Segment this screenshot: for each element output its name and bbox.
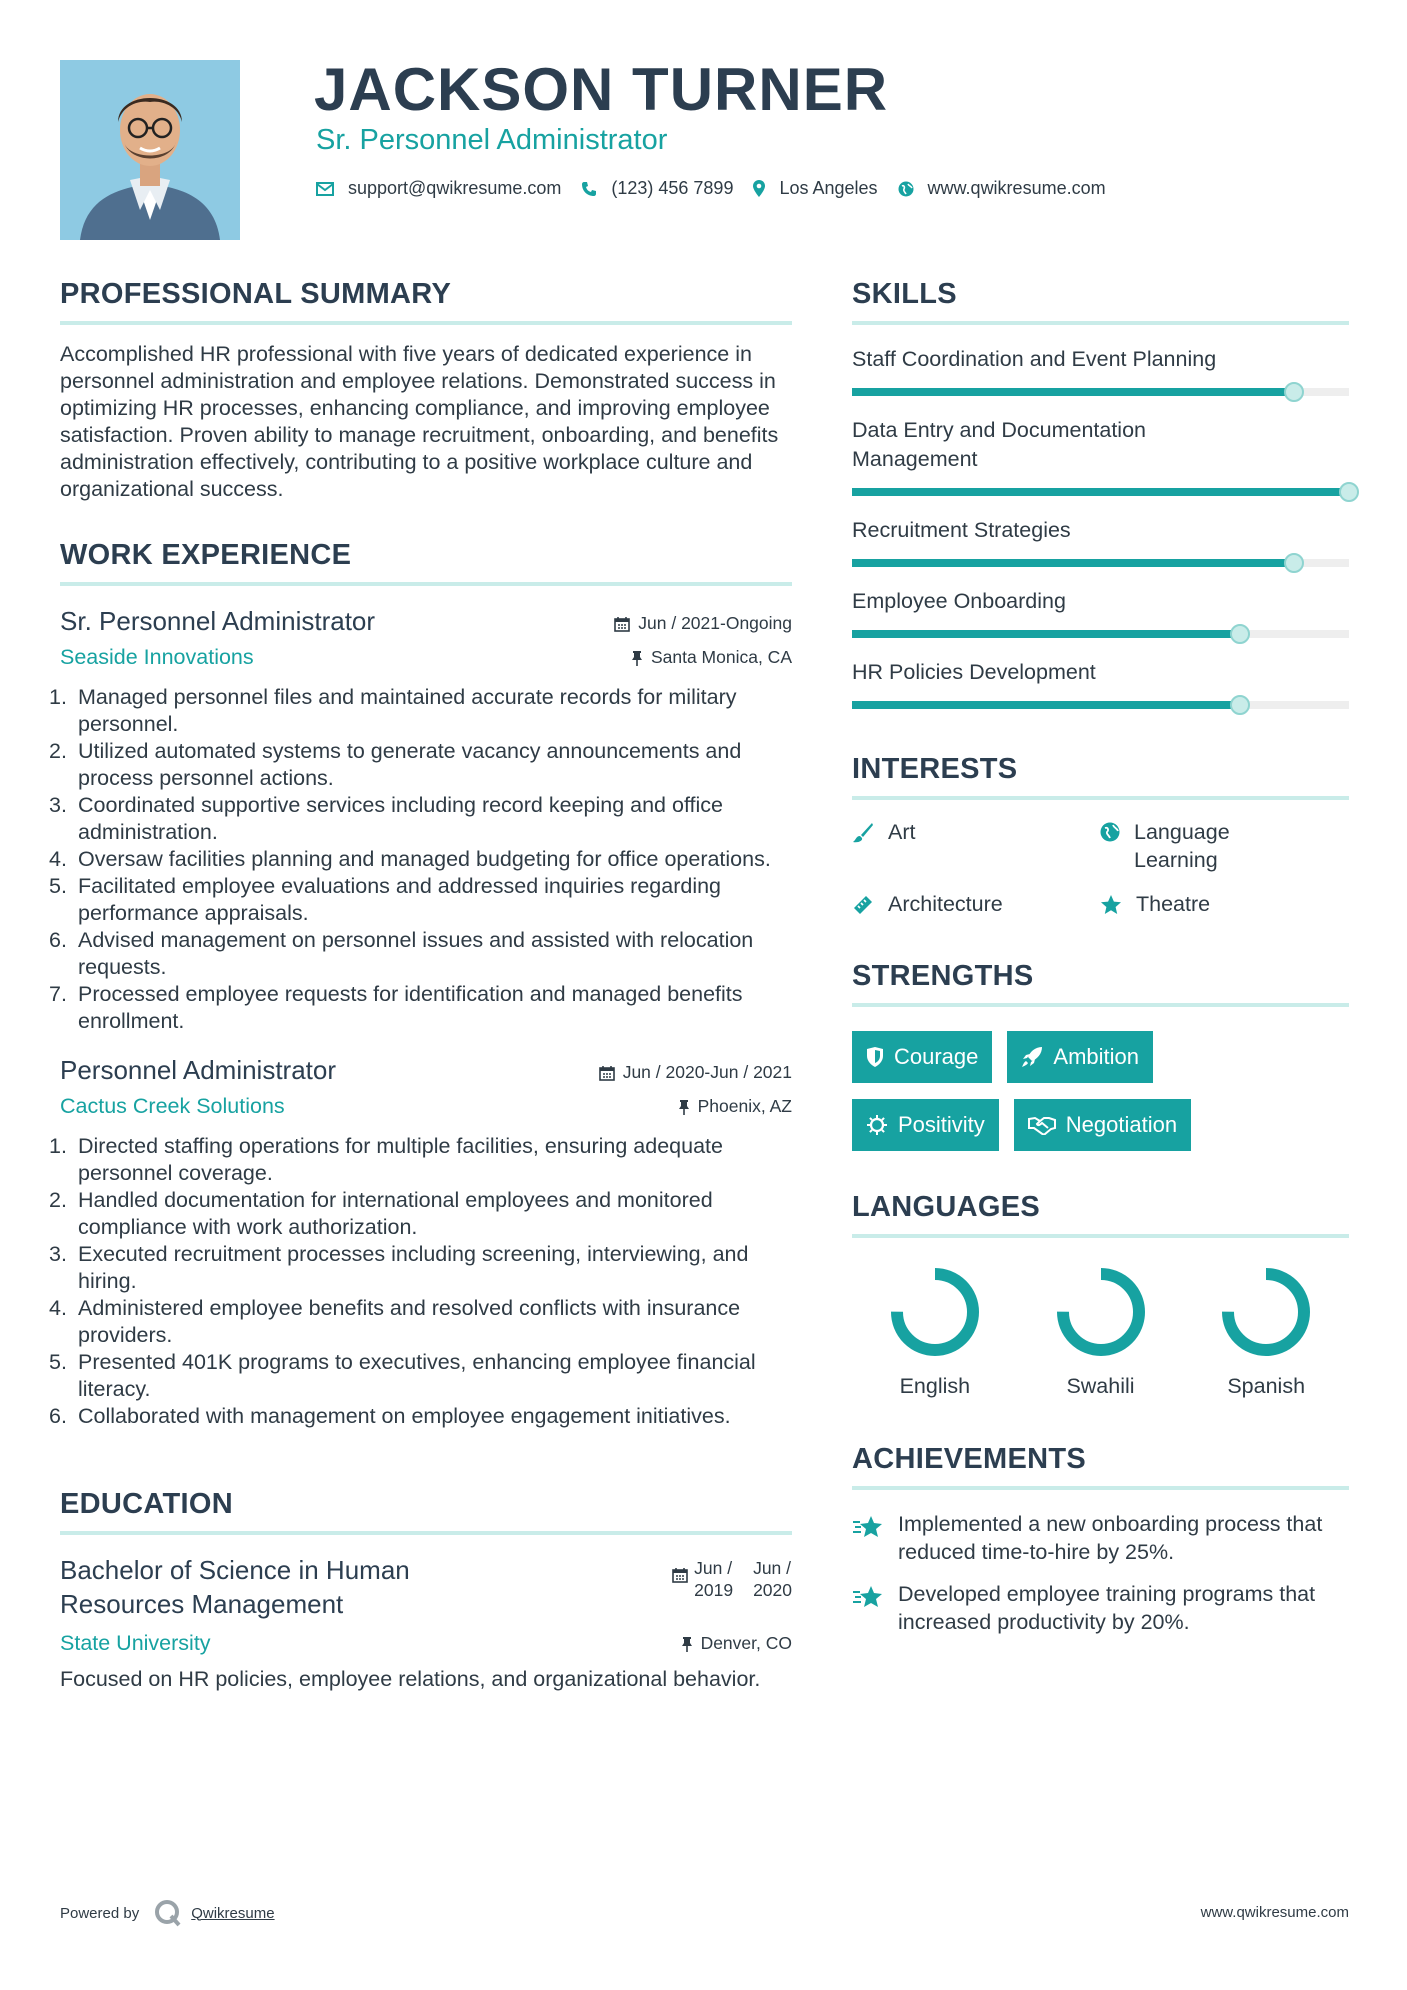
- phone-text: (123) 456 7899: [611, 178, 734, 198]
- language-name: Swahili: [1066, 1374, 1135, 1398]
- achievement-item: [852, 1510, 1349, 1566]
- education-section: [60, 1488, 792, 1693]
- skill-bar-knob: [1230, 624, 1250, 644]
- start-date: [694, 1557, 733, 1601]
- star-icon: [1100, 894, 1122, 916]
- qwikresume-logo-icon: [153, 1898, 183, 1928]
- powered-by-label: Powered by: [60, 1904, 140, 1922]
- language-ring: [887, 1264, 983, 1360]
- interests-heading: INTERESTS: [852, 753, 1349, 800]
- shield-icon: [866, 1047, 884, 1067]
- handshake-icon: [1028, 1115, 1056, 1135]
- job-title: Personnel Administrator: [60, 1055, 337, 1085]
- job-date-text: Jun / 2020-Jun / 2021: [622, 1062, 792, 1082]
- strengths-heading: STRENGTHS: [852, 960, 1349, 1007]
- interest-item: [852, 818, 1100, 874]
- duty-item: Facilitated employee evaluations and addressed inquiries regarding performance appraisals.: [78, 874, 722, 925]
- education-heading: EDUCATION: [60, 1488, 792, 1535]
- sun-icon: [866, 1114, 888, 1136]
- languages-section: [852, 1191, 1349, 1399]
- envelope-icon: [316, 182, 334, 196]
- skill-name: Data Entry and Documentation Management: [852, 418, 1146, 471]
- skill-name: Employee Onboarding: [852, 589, 1066, 613]
- skill-item: [852, 416, 1349, 496]
- duty-item: Processed employee requests for identification and managed benefits enrollment.: [78, 982, 743, 1033]
- skill-item: [852, 345, 1349, 396]
- job-entry: [60, 606, 792, 1035]
- email-text: support@qwikresume.com: [348, 178, 562, 198]
- skills-list: [852, 345, 1349, 709]
- job-location-text: Santa Monica, CA: [650, 647, 792, 667]
- skill-bar-knob: [1339, 482, 1359, 502]
- skill-item: [852, 658, 1349, 709]
- contact-email[interactable]: [316, 178, 561, 199]
- languages-heading: LANGUAGES: [852, 1191, 1349, 1238]
- duty-item: Administered employee benefits and resolved conflicts with insurance providers.: [78, 1296, 741, 1347]
- job-entry: [60, 1055, 792, 1430]
- contact-bar: [316, 178, 1126, 199]
- ruler-icon: [852, 894, 874, 916]
- degree-title: Bachelor of Science in Human Resources Management: [60, 1555, 410, 1619]
- rocket-icon: [1021, 1046, 1043, 1068]
- skill-name: Staff Coordination and Event Planning: [852, 347, 1217, 371]
- candidate-role: Sr. Personnel Administrator: [316, 124, 668, 156]
- education-date: [672, 1557, 792, 1601]
- language-ring-arc: [897, 1274, 973, 1350]
- pushpin-icon: [678, 1099, 690, 1115]
- interests-grid: [852, 818, 1349, 918]
- pushpin-icon: [681, 1636, 693, 1652]
- skill-bar-fill: [852, 388, 1290, 396]
- strength-tag: [1014, 1099, 1191, 1151]
- achievement-text: Implemented a new onboarding process that reduced time-to-hire by 25%.: [898, 1512, 1323, 1564]
- interest-item: [1100, 890, 1349, 918]
- calendar-icon: [614, 616, 630, 632]
- skill-bar-fill: [852, 701, 1236, 709]
- language-item: [852, 1264, 1018, 1399]
- skill-bar: [852, 559, 1349, 567]
- end-date: [753, 1557, 792, 1601]
- duty-item: Managed personnel files and maintained accurate records for military personnel.: [78, 685, 737, 736]
- duty-item: Executed recruitment processes including screening, interviewing, and hiring.: [78, 1242, 749, 1293]
- language-ring: [1053, 1264, 1149, 1360]
- job-date: [614, 613, 792, 634]
- summary-text: Accomplished HR professional with five years of dedicated experience in personnel administration and employee relations. Demonstrated success in optimizing HR processes, enhancing compliance, and improving employee satisfaction. Proven ability to manage recruitment, onboarding, and benefits administration effectively, contributing to a positive workplace culture and organizational success.: [60, 342, 779, 501]
- location-text: Los Angeles: [779, 178, 878, 198]
- start-year: 2019: [694, 1580, 734, 1600]
- shooting-star-icon: [852, 1584, 884, 1610]
- summary-section: [60, 278, 792, 503]
- globe-icon: [1100, 822, 1120, 842]
- paintbrush-icon: [852, 822, 874, 844]
- map-marker-icon: [753, 180, 765, 197]
- brand-link[interactable]: Qwikresume: [191, 1904, 275, 1922]
- duty-list: [60, 1133, 792, 1430]
- duty-item: Advised management on personnel issues and assisted with relocation requests.: [78, 928, 754, 979]
- skill-bar-fill: [852, 488, 1345, 496]
- skill-bar-knob: [1230, 695, 1250, 715]
- right-column: [852, 278, 1349, 1636]
- experience-heading: WORK EXPERIENCE: [60, 539, 792, 586]
- language-item: [1183, 1264, 1349, 1399]
- job-location-text: Phoenix, AZ: [697, 1096, 792, 1116]
- experience-section: [60, 539, 792, 1430]
- duty-list: [60, 684, 792, 1035]
- left-column: [60, 278, 792, 1693]
- profile-photo: [60, 60, 240, 240]
- website-text: www.qwikresume.com: [927, 178, 1106, 198]
- duty-item: Presented 401K programs to executives, enhancing employee financial literacy.: [78, 1350, 756, 1401]
- skill-bar: [852, 701, 1349, 709]
- interest-label: Language Learning: [1134, 820, 1230, 872]
- job-date: [599, 1062, 792, 1083]
- skill-name: Recruitment Strategies: [852, 518, 1071, 542]
- globe-icon: [898, 181, 914, 197]
- strength-tag: [852, 1031, 992, 1083]
- interest-label: Art: [888, 820, 916, 844]
- achievements-heading: ACHIEVEMENTS: [852, 1443, 1349, 1490]
- duty-item: Directed staffing operations for multiple facilities, ensuring adequate personnel coverage.: [78, 1134, 723, 1185]
- skills-section: [852, 278, 1349, 709]
- language-name: English: [899, 1374, 971, 1398]
- school-name: State University: [60, 1631, 211, 1655]
- strengths-section: [852, 960, 1349, 1151]
- skill-bar: [852, 388, 1349, 396]
- skill-bar-knob: [1284, 553, 1304, 573]
- job-date-text: Jun / 2021-Ongoing: [638, 613, 792, 633]
- job-location: [678, 1096, 792, 1117]
- language-ring-arc: [1228, 1274, 1304, 1350]
- skill-item: [852, 516, 1349, 567]
- strength-label: Negotiation: [1065, 1112, 1178, 1137]
- language-item: [1018, 1264, 1184, 1399]
- interest-label: Theatre: [1136, 892, 1211, 916]
- pushpin-icon: [631, 650, 643, 666]
- skills-heading: SKILLS: [852, 278, 1349, 325]
- candidate-name: JACKSON TURNER: [314, 56, 889, 123]
- achievement-item: [852, 1580, 1349, 1636]
- duty-item: Collaborated with management on employee engagement initiatives.: [78, 1404, 731, 1428]
- duty-item: Coordinated supportive services including record keeping and office administration.: [78, 793, 723, 844]
- interest-label: Architecture: [888, 892, 1003, 916]
- calendar-icon: [672, 1567, 688, 1583]
- school-location: [681, 1633, 792, 1654]
- skill-item: [852, 587, 1349, 638]
- skill-bar: [852, 630, 1349, 638]
- school-location-text: Denver, CO: [700, 1633, 792, 1653]
- strength-tag: [852, 1099, 999, 1151]
- contact-website[interactable]: [898, 178, 1106, 199]
- language-name: Spanish: [1227, 1374, 1306, 1398]
- end-year: 2020: [753, 1580, 792, 1600]
- duty-item: Oversaw facilities planning and managed budgeting for office operations.: [78, 847, 771, 871]
- job-location: [631, 647, 792, 668]
- footer-powered-by: [60, 1898, 275, 1928]
- company-name: Seaside Innovations: [60, 645, 254, 669]
- duty-item: Utilized automated systems to generate vacancy announcements and process personnel actions.: [78, 739, 742, 790]
- skill-bar-fill: [852, 559, 1290, 567]
- start-month: Jun /: [694, 1558, 733, 1578]
- language-ring: [1218, 1264, 1314, 1360]
- achievements-section: [852, 1443, 1349, 1636]
- summary-heading: PROFESSIONAL SUMMARY: [60, 278, 792, 325]
- calendar-icon: [599, 1065, 615, 1081]
- interests-section: [852, 753, 1349, 918]
- job-title: Sr. Personnel Administrator: [60, 606, 376, 636]
- strength-label: Courage: [894, 1044, 979, 1069]
- skill-name: HR Policies Development: [852, 660, 1096, 684]
- interest-item: [852, 890, 1100, 918]
- strength-label: Positivity: [898, 1112, 985, 1137]
- footer-url[interactable]: www.qwikresume.com: [1200, 1904, 1349, 1921]
- interest-item: [1100, 818, 1349, 874]
- education-text: Focused on HR policies, employee relations, and organizational behavior.: [60, 1667, 761, 1691]
- contact-phone[interactable]: [581, 178, 733, 199]
- phone-icon: [581, 181, 597, 197]
- skill-bar: [852, 488, 1349, 496]
- end-month: Jun /: [753, 1558, 792, 1578]
- languages-list: [852, 1264, 1349, 1399]
- language-ring-arc: [1063, 1274, 1139, 1350]
- achievement-text: Developed employee training programs that increased productivity by 20%.: [898, 1582, 1316, 1634]
- strength-tag: [1007, 1031, 1153, 1083]
- skill-bar-fill: [852, 630, 1236, 638]
- strength-label: Ambition: [1053, 1044, 1139, 1069]
- duty-item: Handled documentation for international employees and monitored compliance with work authorization.: [78, 1188, 713, 1239]
- contact-location: [753, 178, 877, 199]
- strengths-tags: [852, 1031, 1272, 1151]
- shooting-star-icon: [852, 1514, 884, 1540]
- company-name: Cactus Creek Solutions: [60, 1094, 285, 1118]
- skill-bar-knob: [1284, 382, 1304, 402]
